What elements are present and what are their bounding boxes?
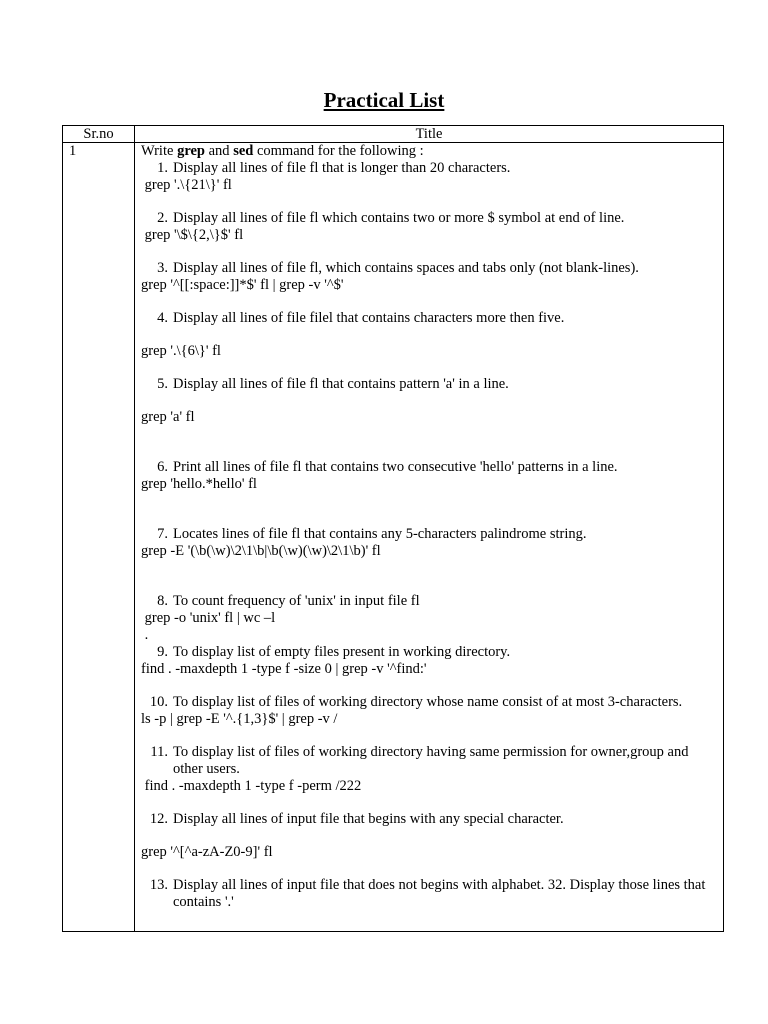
item-command: grep '.\{6\}' fl <box>141 343 221 359</box>
item-number: 10. <box>149 694 168 710</box>
item-number: 13. <box>149 877 168 893</box>
item-command: find . -maxdepth 1 -type f -size 0 | grep -v '^find:' <box>141 661 427 677</box>
item-question: Display all lines of file fl which contains two or more $ symbol at end of line. <box>173 210 625 226</box>
item-question: Display all lines of file filel that contains characters more then five. <box>173 310 565 326</box>
list-item <box>141 744 719 778</box>
item-number: 4. <box>157 310 168 326</box>
item-question: Display all lines of input file that begins with any special character. <box>173 811 564 827</box>
item-question: Print all lines of file fl that contains two consecutive 'hello' patterns in a line. <box>173 459 618 475</box>
srno-cell: 1 <box>63 143 135 932</box>
intro-pre: Write <box>141 143 178 159</box>
list-item <box>141 644 719 661</box>
list-item <box>141 310 719 327</box>
list-item <box>141 210 719 227</box>
item-question: Display all lines of file fl that is longer than 20 characters. <box>173 160 511 176</box>
intro-post: command for the following : <box>253 143 424 159</box>
list-item <box>141 593 719 610</box>
item-command: grep 'a' fl <box>141 409 195 425</box>
item-question: To display list of files of working directory whose name consist of at most 3-characters. <box>173 694 683 710</box>
item-question: Display all lines of file fl that contains pattern 'a' in a line. <box>173 376 509 392</box>
item-command: ls -p | grep -E '^.{1,3}$' | grep -v / <box>141 711 338 727</box>
item-number: 2. <box>157 210 168 226</box>
practical-table <box>62 125 724 932</box>
title-cell <box>135 143 724 932</box>
item-question: Locates lines of file fl that contains any 5-characters palindrome string. <box>173 526 587 542</box>
item-number: 9. <box>157 644 168 660</box>
list-item <box>141 376 719 393</box>
item-number: 8. <box>157 593 168 609</box>
list-item <box>141 160 719 177</box>
item-question: To display list of files of working directory having same permission for owner,group and other users. <box>173 744 689 777</box>
item-command: grep '^[[:space:]]*$' fl | grep -v '^$' <box>141 277 344 293</box>
item-number: 3. <box>157 260 168 276</box>
intro-mid: and <box>205 143 234 159</box>
item-command: grep '.\{21\}' fl <box>141 177 232 193</box>
intro-grep: grep <box>177 143 205 159</box>
item-question: Display all lines of input file that does not begins with alphabet. 32. Display those lines that contains '.' <box>173 877 706 910</box>
item-number: 12. <box>149 811 168 827</box>
table-header-row <box>63 126 724 143</box>
item-number: 6. <box>157 459 168 475</box>
item-extra: . <box>141 627 149 643</box>
list-item <box>141 459 719 476</box>
list-item <box>141 260 719 277</box>
item-command: grep -o 'unix' fl | wc –l <box>141 610 276 626</box>
item-number: 7. <box>157 526 168 542</box>
item-number: 11. <box>150 744 168 760</box>
page-title: Practical List <box>323 88 445 112</box>
header-srno: Sr.no <box>63 126 135 143</box>
item-number: 5. <box>157 376 168 392</box>
intro-sed: sed <box>233 143 254 159</box>
item-question: Display all lines of file fl, which contains spaces and tabs only (not blank-lines). <box>173 260 639 276</box>
item-command: grep '\$\{2,\}$' fl <box>141 227 244 243</box>
item-number: 1. <box>157 160 168 176</box>
intro-text <box>141 143 719 160</box>
item-question: To count frequency of 'unix' in input file fl <box>173 593 420 609</box>
item-command: grep '^[^a-zA-Z0-9]' fl <box>141 844 273 860</box>
item-command: grep -E '(\b(\w)\2\1\b|\b(\w)(\w)\2\1\b)' fl <box>141 543 381 559</box>
item-question: To display list of empty files present in working directory. <box>173 644 511 660</box>
list-item <box>141 694 719 711</box>
list-item <box>141 526 719 543</box>
item-command: find . -maxdepth 1 -type f -perm /222 <box>141 778 362 794</box>
list-item <box>141 811 719 828</box>
item-command: grep 'hello.*hello' fl <box>141 476 257 492</box>
header-title: Title <box>135 126 724 143</box>
table-row <box>63 143 724 932</box>
list-item <box>141 877 719 911</box>
